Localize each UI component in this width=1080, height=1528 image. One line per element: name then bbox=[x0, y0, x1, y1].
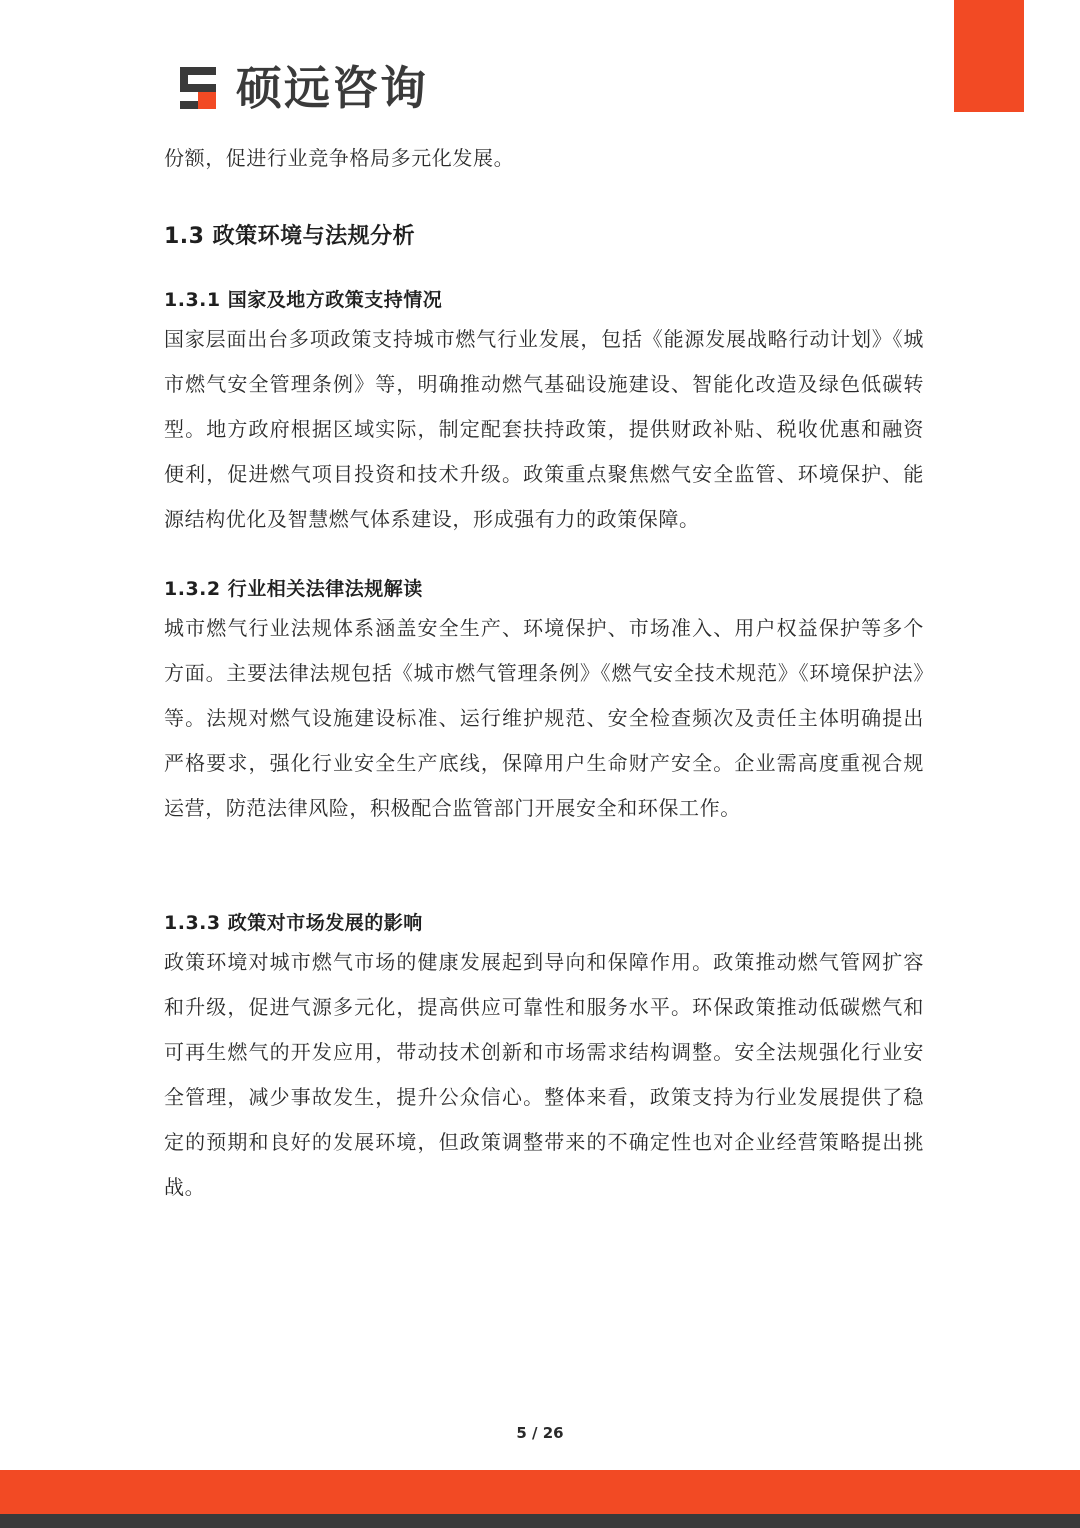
brand-name: 硕远咨询 bbox=[236, 61, 428, 115]
subsection-body-3: 政策环境对城市燃气市场的健康发展起到导向和保障作用。政策推动燃气管网扩容和升级，促进气源多元化，提高供应可靠性和服务水平。环保政策推动低碳燃气和可再生燃气的开发应用，带动技术创新和市场需求结构调整。安全法规强化行业安全管理，减少事故发生，提升公众信心。整体来看，政策支持为行业发展提供了稳定的预期和良好的发展环境，但政策调整带来的不确定性也对企业经营策略提出挑战。 bbox=[164, 950, 924, 1199]
brand-logo bbox=[176, 60, 428, 116]
footer-accent-bar bbox=[0, 1470, 1080, 1514]
corner-accent-block bbox=[954, 0, 1024, 112]
subsection-heading-2: 1.3.2 行业相关法律法规解读 bbox=[164, 578, 423, 600]
subsection-heading-3: 1.3.3 政策对市场发展的影响 bbox=[164, 912, 423, 934]
footer-dark-line bbox=[0, 1514, 1080, 1528]
subsection-body-1: 国家层面出台多项政策支持城市燃气行业发展，包括《能源发展战略行动计划》《城市燃气安全管理条例》等，明确推动燃气基础设施建设、智能化改造及绿色低碳转型。地方政府根据区域实际，制定配套扶持政策，提供财政补贴、税收优惠和融资便利，促进燃气项目投资和技术升级。政策重点聚焦燃气安全监管、环境保护、能源结构优化及智慧燃气体系建设，形成强有力的政策保障。 bbox=[164, 327, 924, 531]
continuation-paragraph: 份额，促进行业竞争格局多元化发展。 bbox=[164, 146, 515, 170]
subsection-heading-1: 1.3.1 国家及地方政策支持情况 bbox=[164, 289, 443, 311]
section-heading: 1.3 政策环境与法规分析 bbox=[164, 224, 416, 249]
subsection-body-2: 城市燃气行业法规体系涵盖安全生产、环境保护、市场准入、用户权益保护等多个方面。主要法律法规包括《城市燃气管理条例》《燃气安全技术规范》《环境保护法》等。法规对燃气设施建设标准、运行维护规范、安全检查频次及责任主体明确提出严格要求，强化行业安全生产底线，保障用户生命财产安全。企业需高度重视合规运营，防范法律风险，积极配合监管部门开展安全和环保工作。 bbox=[164, 616, 924, 820]
s-logo-icon bbox=[176, 63, 226, 113]
page-number: 5 / 26 bbox=[516, 1424, 564, 1442]
